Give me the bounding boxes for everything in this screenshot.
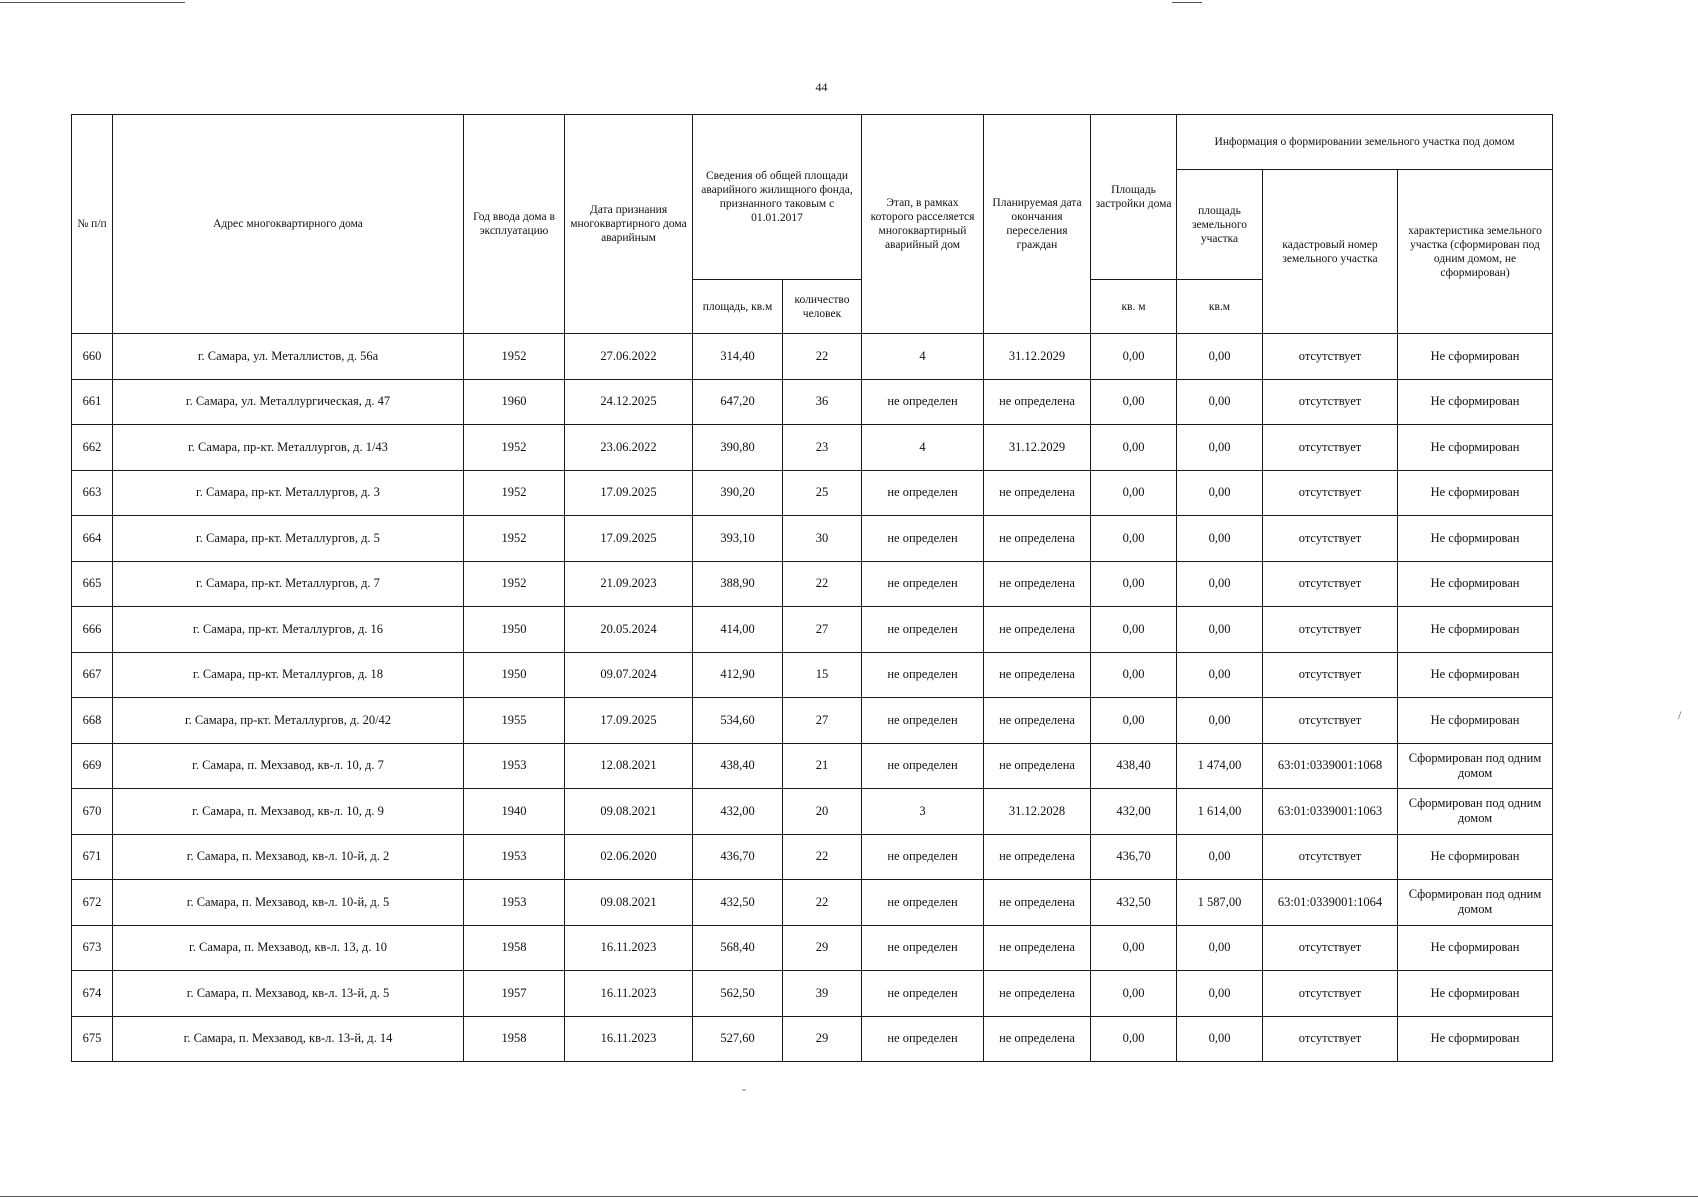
area-cell: 647,20 [693, 379, 783, 425]
stage-cell: 4 [862, 334, 984, 380]
land-char-cell: Сформирован под одним домом [1398, 880, 1553, 926]
page-number: 44 [815, 80, 828, 94]
cadastral-cell: отсутствует [1263, 925, 1398, 971]
planned-date-cell: не определена [984, 743, 1091, 789]
area-cell: 432,00 [693, 789, 783, 835]
people-cell: 27 [783, 698, 862, 744]
cadastral-cell: отсутствует [1263, 516, 1398, 562]
build-area-cell: 0,00 [1091, 334, 1177, 380]
recognition-date-cell: 20.05.2024 [565, 607, 693, 653]
row-number: 661 [72, 379, 113, 425]
build-area-cell: 438,40 [1091, 743, 1177, 789]
stage-cell: не определен [862, 1016, 984, 1062]
address-cell: г. Самара, пр-кт. Металлургов, д. 1/43 [113, 425, 464, 471]
table-row [72, 971, 1553, 1017]
land-area-cell: 0,00 [1177, 1016, 1263, 1062]
land-char-cell: Не сформирован [1398, 561, 1553, 607]
land-char-cell: Не сформирован [1398, 971, 1553, 1017]
cadastral-cell: отсутствует [1263, 334, 1398, 380]
row-number: 666 [72, 607, 113, 653]
land-area-cell: 0,00 [1177, 698, 1263, 744]
year-cell: 1952 [464, 334, 565, 380]
header-year: Год ввода дома в эксплуатацию [464, 115, 565, 334]
land-area-cell: 0,00 [1177, 425, 1263, 471]
cadastral-cell: отсутствует [1263, 607, 1398, 653]
year-cell: 1940 [464, 789, 565, 835]
header-planned-date: Планируемая дата окончания переселения граждан [984, 115, 1091, 334]
cadastral-cell: отсутствует [1263, 379, 1398, 425]
recognition-date-cell: 24.12.2025 [565, 379, 693, 425]
land-area-cell: 0,00 [1177, 379, 1263, 425]
area-cell: 432,50 [693, 880, 783, 926]
recognition-date-cell: 16.11.2023 [565, 925, 693, 971]
cadastral-cell: отсутствует [1263, 470, 1398, 516]
year-cell: 1952 [464, 516, 565, 562]
people-cell: 22 [783, 561, 862, 607]
land-area-cell: 0,00 [1177, 516, 1263, 562]
header-land-area: площадь земельного участка [1177, 170, 1263, 280]
stage-cell: не определен [862, 470, 984, 516]
cadastral-cell: 63:01:0339001:1068 [1263, 743, 1398, 789]
table-row [72, 561, 1553, 607]
people-cell: 27 [783, 607, 862, 653]
land-char-cell: Не сформирован [1398, 379, 1553, 425]
area-cell: 390,80 [693, 425, 783, 471]
year-cell: 1957 [464, 971, 565, 1017]
recognition-date-cell: 16.11.2023 [565, 1016, 693, 1062]
recognition-date-cell: 21.09.2023 [565, 561, 693, 607]
cadastral-cell: отсутствует [1263, 834, 1398, 880]
people-cell: 36 [783, 379, 862, 425]
row-number: 672 [72, 880, 113, 926]
land-char-cell: Не сформирован [1398, 516, 1553, 562]
year-cell: 1958 [464, 1016, 565, 1062]
table-row [72, 789, 1553, 835]
row-number: 664 [72, 516, 113, 562]
people-cell: 20 [783, 789, 862, 835]
recognition-date-cell: 17.09.2025 [565, 470, 693, 516]
table-row [72, 698, 1553, 744]
land-area-cell: 0,00 [1177, 925, 1263, 971]
table-row [72, 470, 1553, 516]
row-number: 665 [72, 561, 113, 607]
build-area-cell: 0,00 [1091, 607, 1177, 653]
area-cell: 438,40 [693, 743, 783, 789]
people-cell: 15 [783, 652, 862, 698]
build-area-cell: 0,00 [1091, 561, 1177, 607]
build-area-cell: 0,00 [1091, 425, 1177, 471]
year-cell: 1950 [464, 607, 565, 653]
land-area-cell: 1 587,00 [1177, 880, 1263, 926]
stage-cell: не определен [862, 561, 984, 607]
header-land-char: характеристика земельного участка (сформирован под одним домом, не сформирован) [1398, 170, 1553, 334]
address-cell: г. Самара, пр-кт. Металлургов, д. 16 [113, 607, 464, 653]
area-cell: 393,10 [693, 516, 783, 562]
header-people: количество человек [783, 280, 862, 334]
area-cell: 388,90 [693, 561, 783, 607]
land-area-cell: 0,00 [1177, 561, 1263, 607]
planned-date-cell: не определена [984, 1016, 1091, 1062]
build-area-cell: 432,00 [1091, 789, 1177, 835]
table-row [72, 379, 1553, 425]
address-cell: г. Самара, п. Мехзавод, кв-л. 13, д. 10 [113, 925, 464, 971]
header-land-group: Информация о формировании земельного участка под домом [1177, 115, 1553, 170]
land-char-cell: Не сформирован [1398, 334, 1553, 380]
stage-cell: не определен [862, 652, 984, 698]
planned-date-cell: не определена [984, 971, 1091, 1017]
land-area-cell: 0,00 [1177, 470, 1263, 516]
header-land-area-unit: кв.м [1177, 280, 1263, 334]
cadastral-cell: отсутствует [1263, 698, 1398, 744]
stage-cell: не определен [862, 379, 984, 425]
address-cell: г. Самара, ул. Металлистов, д. 56а [113, 334, 464, 380]
cadastral-cell: отсутствует [1263, 425, 1398, 471]
build-area-cell: 0,00 [1091, 516, 1177, 562]
stage-cell: не определен [862, 607, 984, 653]
header-build-area-unit: кв. м [1091, 280, 1177, 334]
recognition-date-cell: 12.08.2021 [565, 743, 693, 789]
table-row [72, 652, 1553, 698]
planned-date-cell: не определена [984, 561, 1091, 607]
land-area-cell: 0,00 [1177, 834, 1263, 880]
area-cell: 527,60 [693, 1016, 783, 1062]
people-cell: 39 [783, 971, 862, 1017]
address-cell: г. Самара, п. Мехзавод, кв-л. 10-й, д. 5 [113, 880, 464, 926]
build-area-cell: 0,00 [1091, 470, 1177, 516]
header-recognition-date: Дата признания многоквартирного дома аварийным [565, 115, 693, 334]
table-row [72, 334, 1553, 380]
recognition-date-cell: 23.06.2022 [565, 425, 693, 471]
recognition-date-cell: 27.06.2022 [565, 334, 693, 380]
planned-date-cell: не определена [984, 379, 1091, 425]
address-cell: г. Самара, пр-кт. Металлургов, д. 7 [113, 561, 464, 607]
build-area-cell: 432,50 [1091, 880, 1177, 926]
people-cell: 29 [783, 1016, 862, 1062]
address-cell: г. Самара, пр-кт. Металлургов, д. 3 [113, 470, 464, 516]
table-row [72, 516, 1553, 562]
stage-cell: не определен [862, 516, 984, 562]
land-char-cell: Не сформирован [1398, 425, 1553, 471]
area-cell: 390,20 [693, 470, 783, 516]
recognition-date-cell: 17.09.2025 [565, 698, 693, 744]
cadastral-cell: 63:01:0339001:1064 [1263, 880, 1398, 926]
year-cell: 1960 [464, 379, 565, 425]
address-cell: г. Самара, пр-кт. Металлургов, д. 5 [113, 516, 464, 562]
cadastral-cell: отсутствует [1263, 971, 1398, 1017]
planned-date-cell: не определена [984, 834, 1091, 880]
row-number: 667 [72, 652, 113, 698]
build-area-cell: 0,00 [1091, 379, 1177, 425]
scan-mark-right: / [1678, 708, 1682, 722]
land-area-cell: 0,00 [1177, 334, 1263, 380]
people-cell: 22 [783, 880, 862, 926]
land-area-cell: 0,00 [1177, 971, 1263, 1017]
row-number: 662 [72, 425, 113, 471]
year-cell: 1952 [464, 561, 565, 607]
header-stage: Этап, в рамках которого расселяется многоквартирный аварийный дом [862, 115, 984, 334]
row-number: 674 [72, 971, 113, 1017]
row-number: 669 [72, 743, 113, 789]
header-area-group: Сведения об общей площади аварийного жилищного фонда, признанного таковым с 01.01.2017 [693, 115, 862, 280]
scan-mark-bottom: - [742, 1082, 746, 1096]
year-cell: 1953 [464, 743, 565, 789]
build-area-cell: 0,00 [1091, 971, 1177, 1017]
address-cell: г. Самара, п. Мехзавод, кв-л. 10-й, д. 2 [113, 834, 464, 880]
land-area-cell: 0,00 [1177, 607, 1263, 653]
area-cell: 314,40 [693, 334, 783, 380]
land-char-cell: Не сформирован [1398, 607, 1553, 653]
table-row [72, 743, 1553, 789]
header-num: № п/п [72, 115, 113, 334]
build-area-cell: 0,00 [1091, 698, 1177, 744]
address-cell: г. Самара, ул. Металлургическая, д. 47 [113, 379, 464, 425]
year-cell: 1958 [464, 925, 565, 971]
stage-cell: не определен [862, 880, 984, 926]
row-number: 675 [72, 1016, 113, 1062]
address-cell: г. Самара, п. Мехзавод, кв-л. 10, д. 9 [113, 789, 464, 835]
year-cell: 1953 [464, 834, 565, 880]
address-cell: г. Самара, п. Мехзавод, кв-л. 13-й, д. 14 [113, 1016, 464, 1062]
stage-cell: не определен [862, 834, 984, 880]
area-cell: 568,40 [693, 925, 783, 971]
stage-cell: не определен [862, 698, 984, 744]
land-char-cell: Не сформирован [1398, 698, 1553, 744]
header-address: Адрес многоквартирного дома [113, 115, 464, 334]
scan-edge-line-top-right [1172, 2, 1202, 3]
land-area-cell: 1 474,00 [1177, 743, 1263, 789]
stage-cell: 3 [862, 789, 984, 835]
table-row [72, 607, 1553, 653]
address-cell: г. Самара, п. Мехзавод, кв-л. 10, д. 7 [113, 743, 464, 789]
people-cell: 21 [783, 743, 862, 789]
table-row [72, 834, 1553, 880]
build-area-cell: 0,00 [1091, 925, 1177, 971]
table-row [72, 880, 1553, 926]
row-number: 663 [72, 470, 113, 516]
recognition-date-cell: 09.08.2021 [565, 789, 693, 835]
land-char-cell: Не сформирован [1398, 470, 1553, 516]
build-area-cell: 436,70 [1091, 834, 1177, 880]
planned-date-cell: не определена [984, 880, 1091, 926]
people-cell: 23 [783, 425, 862, 471]
cadastral-cell: отсутствует [1263, 561, 1398, 607]
scan-edge-line-top [0, 2, 185, 3]
people-cell: 25 [783, 470, 862, 516]
stage-cell: не определен [862, 925, 984, 971]
land-char-cell: Не сформирован [1398, 1016, 1553, 1062]
planned-date-cell: 31.12.2029 [984, 425, 1091, 471]
cadastral-cell: отсутствует [1263, 1016, 1398, 1062]
table-row [72, 925, 1553, 971]
address-cell: г. Самара, пр-кт. Металлургов, д. 20/42 [113, 698, 464, 744]
land-char-cell: Сформирован под одним домом [1398, 789, 1553, 835]
year-cell: 1955 [464, 698, 565, 744]
header-cadastral: кадастровый номер земельного участка [1263, 170, 1398, 334]
table-row [72, 1016, 1553, 1062]
recognition-date-cell: 09.08.2021 [565, 880, 693, 926]
area-cell: 562,50 [693, 971, 783, 1017]
land-area-cell: 1 614,00 [1177, 789, 1263, 835]
land-char-cell: Сформирован под одним домом [1398, 743, 1553, 789]
stage-cell: 4 [862, 425, 984, 471]
build-area-cell: 0,00 [1091, 652, 1177, 698]
planned-date-cell: 31.12.2029 [984, 334, 1091, 380]
area-cell: 414,00 [693, 607, 783, 653]
scan-edge-line-bottom [0, 1196, 1698, 1197]
land-char-cell: Не сформирован [1398, 834, 1553, 880]
cadastral-cell: 63:01:0339001:1063 [1263, 789, 1398, 835]
people-cell: 29 [783, 925, 862, 971]
people-cell: 22 [783, 334, 862, 380]
recognition-date-cell: 02.06.2020 [565, 834, 693, 880]
header-area: площадь, кв.м [693, 280, 783, 334]
year-cell: 1952 [464, 425, 565, 471]
build-area-cell: 0,00 [1091, 1016, 1177, 1062]
table-row [72, 425, 1553, 471]
land-area-cell: 0,00 [1177, 652, 1263, 698]
address-cell: г. Самара, п. Мехзавод, кв-л. 13-й, д. 5 [113, 971, 464, 1017]
year-cell: 1953 [464, 880, 565, 926]
planned-date-cell: не определена [984, 652, 1091, 698]
year-cell: 1950 [464, 652, 565, 698]
people-cell: 30 [783, 516, 862, 562]
planned-date-cell: не определена [984, 516, 1091, 562]
people-cell: 22 [783, 834, 862, 880]
row-number: 670 [72, 789, 113, 835]
row-number: 671 [72, 834, 113, 880]
planned-date-cell: не определена [984, 925, 1091, 971]
row-number: 673 [72, 925, 113, 971]
row-number: 660 [72, 334, 113, 380]
recognition-date-cell: 16.11.2023 [565, 971, 693, 1017]
emergency-housing-table [71, 114, 1553, 1062]
cadastral-cell: отсутствует [1263, 652, 1398, 698]
year-cell: 1952 [464, 470, 565, 516]
table-body [72, 334, 1553, 1062]
planned-date-cell: 31.12.2028 [984, 789, 1091, 835]
row-number: 668 [72, 698, 113, 744]
planned-date-cell: не определена [984, 470, 1091, 516]
recognition-date-cell: 17.09.2025 [565, 516, 693, 562]
address-cell: г. Самара, пр-кт. Металлургов, д. 18 [113, 652, 464, 698]
stage-cell: не определен [862, 743, 984, 789]
area-cell: 436,70 [693, 834, 783, 880]
area-cell: 412,90 [693, 652, 783, 698]
area-cell: 534,60 [693, 698, 783, 744]
land-char-cell: Не сформирован [1398, 925, 1553, 971]
land-char-cell: Не сформирован [1398, 652, 1553, 698]
header-build-area: Площадь застройки дома [1091, 115, 1177, 280]
stage-cell: не определен [862, 971, 984, 1017]
planned-date-cell: не определена [984, 607, 1091, 653]
recognition-date-cell: 09.07.2024 [565, 652, 693, 698]
planned-date-cell: не определена [984, 698, 1091, 744]
